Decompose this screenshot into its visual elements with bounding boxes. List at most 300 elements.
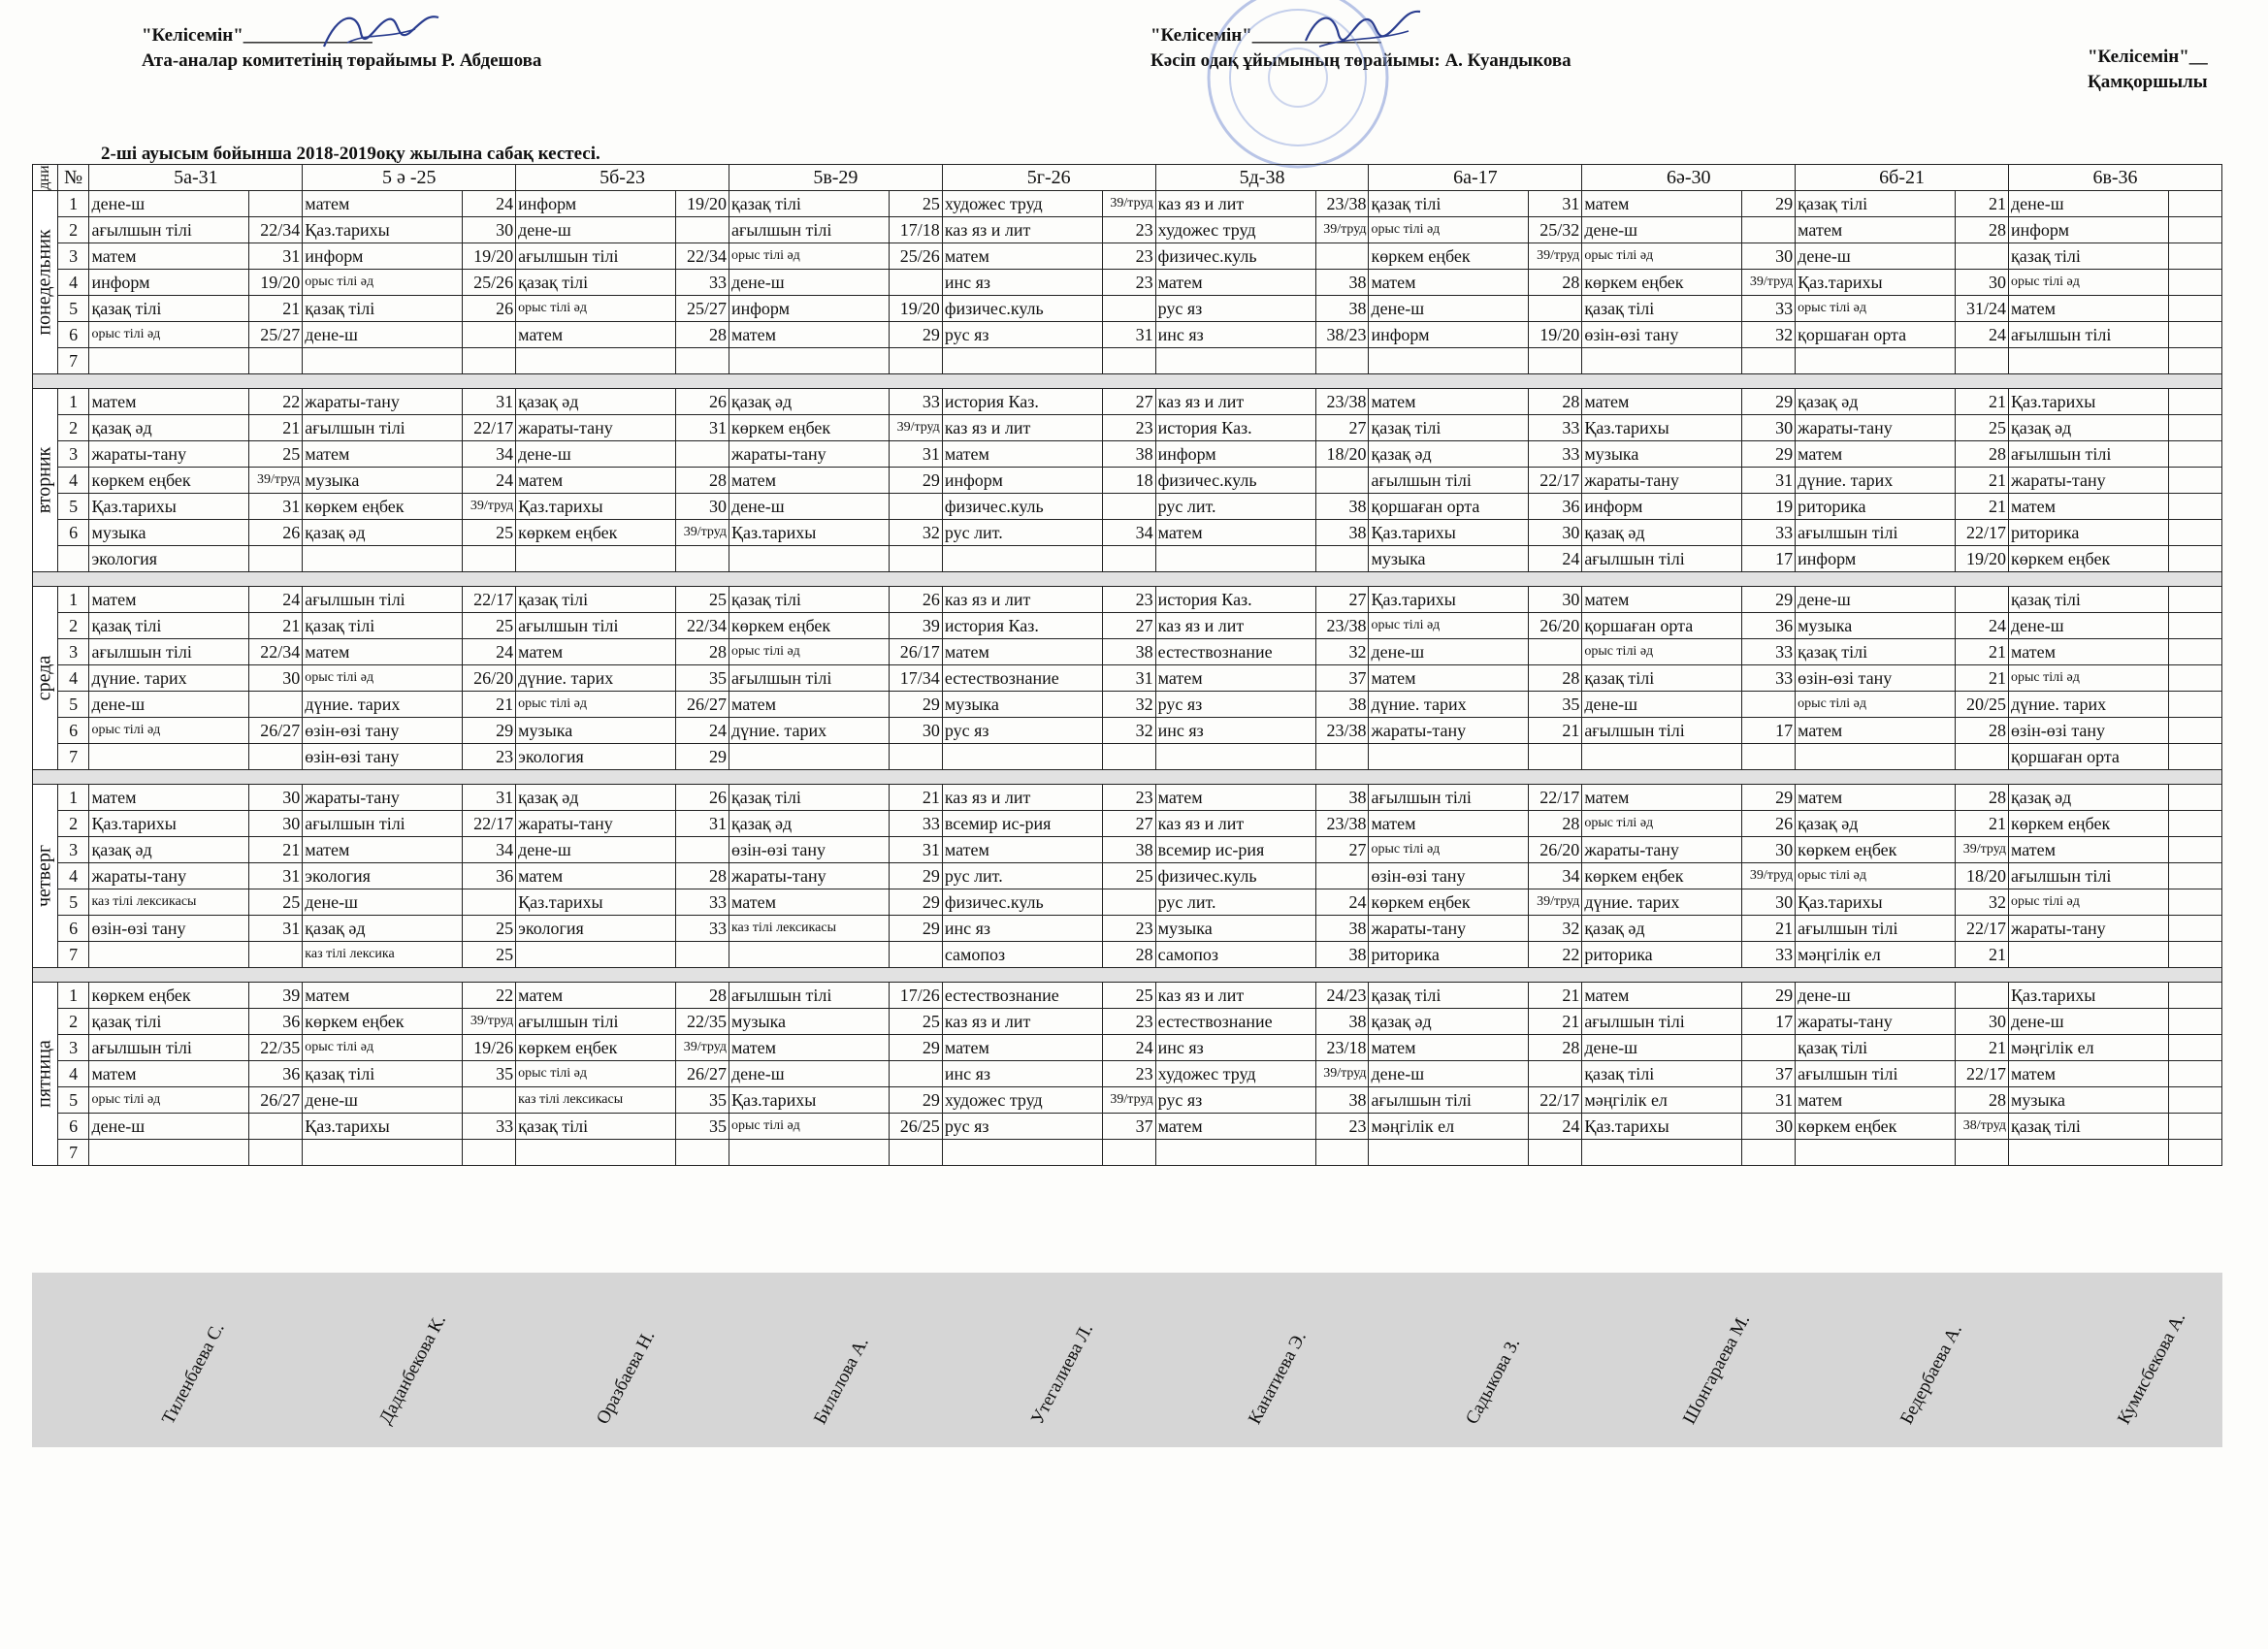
subject-cell: история Каз. (942, 389, 1102, 415)
subject-cell: Қаз.тарихы (89, 494, 249, 520)
room-cell (2168, 811, 2221, 837)
subject-cell: ағылшын тілі (1582, 718, 1742, 744)
subject-cell: орыс тілі әд (89, 718, 249, 744)
lesson-number: 6 (57, 520, 89, 546)
subject-cell: риторика (1796, 494, 1956, 520)
subject-cell: естествознание (1155, 639, 1315, 665)
subject-cell: Қаз.тарихы (729, 1087, 889, 1114)
subject-cell: өзін-өзі тану (1796, 665, 1956, 692)
room-cell: 33 (1742, 296, 1796, 322)
subject-cell: орыс тілі әд (729, 1114, 889, 1140)
subject-cell: музыка (89, 520, 249, 546)
room-cell (2168, 665, 2221, 692)
room-cell: 24/23 (1315, 983, 1369, 1009)
room-cell (1315, 863, 1369, 889)
subject-cell: көркем еңбек (1582, 270, 1742, 296)
room-cell: 30 (676, 494, 729, 520)
room-cell: 25 (889, 191, 942, 217)
room-cell (1102, 889, 1155, 916)
header-number: № (57, 165, 89, 191)
subject-cell: қазақ тілі (1582, 1061, 1742, 1087)
room-cell: 29 (1742, 983, 1796, 1009)
subject-cell: қазақ әд (1369, 441, 1529, 468)
room-cell (1956, 587, 2009, 613)
room-cell: 26 (889, 587, 942, 613)
room-cell: 21 (249, 296, 303, 322)
room-cell (463, 546, 516, 572)
lesson-number: 7 (57, 942, 89, 968)
subject-cell (303, 348, 463, 374)
subject-cell: матем (516, 468, 676, 494)
subject-cell: жараты-тану (1582, 468, 1742, 494)
room-cell (889, 942, 942, 968)
room-cell: 33 (889, 811, 942, 837)
subject-cell: информ (89, 270, 249, 296)
room-cell: 33 (1529, 441, 1582, 468)
header-middle: "Келісемін"______________ Кәсіп одақ ұйымының төрайымы: А. Куандыкова (1150, 23, 1571, 74)
subject-cell: ағылшын тілі (1369, 1087, 1529, 1114)
room-cell: 34 (1529, 863, 1582, 889)
subject-cell: көркем еңбек (1369, 889, 1529, 916)
subject-cell: каз яз и лит (942, 587, 1102, 613)
room-cell (1102, 348, 1155, 374)
separator-cell (33, 374, 2222, 389)
subject-cell: Қаз.тарихы (1582, 415, 1742, 441)
subject-cell (942, 546, 1102, 572)
subject-cell: матем (729, 468, 889, 494)
subject-cell: каз яз и лит (1155, 613, 1315, 639)
subject-cell: Қаз.тарихы (1369, 587, 1529, 613)
class-header: 5а-31 (89, 165, 303, 191)
subject-cell: дене-ш (1796, 983, 1956, 1009)
separator-cell (33, 572, 2222, 587)
room-cell (463, 1140, 516, 1166)
subject-cell: қазақ әд (89, 415, 249, 441)
room-cell: 25/27 (249, 322, 303, 348)
room-cell: 36 (249, 1009, 303, 1035)
subject-cell: художес труд (1155, 1061, 1315, 1087)
room-cell: 39/труд (1529, 243, 1582, 270)
subject-cell: каз яз и лит (942, 217, 1102, 243)
subject-cell: қазақ тілі (516, 587, 676, 613)
subject-cell: каз тілі лексикасы (516, 1087, 676, 1114)
subject-cell: каз тілі лексикасы (89, 889, 249, 916)
subject-cell: қоршаған орта (1369, 494, 1529, 520)
room-cell: 32 (1102, 692, 1155, 718)
subject-cell (516, 1140, 676, 1166)
room-cell: 23/38 (1315, 718, 1369, 744)
subject-cell: матем (1369, 811, 1529, 837)
subject-cell (1155, 744, 1315, 770)
subject-cell: информ (729, 296, 889, 322)
room-cell (1529, 1140, 1582, 1166)
subject-cell: ағылшын тілі (303, 587, 463, 613)
subject-cell: экология (516, 744, 676, 770)
room-cell: 28 (1529, 665, 1582, 692)
room-cell (2168, 613, 2221, 639)
room-cell: 26 (249, 520, 303, 546)
room-cell: 17 (1742, 718, 1796, 744)
subject-cell: орыс тілі әд (516, 1061, 676, 1087)
subject-cell: каз яз и лит (1155, 983, 1315, 1009)
room-cell: 33 (1742, 942, 1796, 968)
room-cell (889, 1061, 942, 1087)
subject-cell: физичес.куль (1155, 863, 1315, 889)
table-row (33, 296, 2222, 322)
room-cell: 23 (1102, 217, 1155, 243)
room-cell: 26/20 (463, 665, 516, 692)
class-header: 5г-26 (942, 165, 1155, 191)
header-left-agree: "Келісемін" (142, 25, 243, 46)
subject-cell: музыка (1369, 546, 1529, 572)
room-cell: 19/20 (889, 296, 942, 322)
room-cell: 35 (463, 1061, 516, 1087)
room-cell (463, 348, 516, 374)
subject-cell (942, 1140, 1102, 1166)
room-cell: 26 (1742, 811, 1796, 837)
room-cell: 31 (676, 415, 729, 441)
room-cell (1529, 1061, 1582, 1087)
subject-cell: матем (303, 191, 463, 217)
subject-cell: Қаз.тарихы (729, 520, 889, 546)
lesson-number: 1 (57, 587, 89, 613)
room-cell (2168, 441, 2221, 468)
subject-cell: самопоз (942, 942, 1102, 968)
subject-cell: жараты-тану (1369, 916, 1529, 942)
subject-cell: көркем еңбек (303, 494, 463, 520)
subject-cell: каз яз и лит (1155, 811, 1315, 837)
subject-cell: матем (1582, 983, 1742, 1009)
subject-cell: орыс тілі әд (1796, 296, 1956, 322)
room-cell: 19/20 (249, 270, 303, 296)
subject-cell: дүние. тарих (1796, 468, 1956, 494)
teacher-name: Бедербаева А. (1896, 1320, 1966, 1428)
subject-cell: художес труд (1155, 217, 1315, 243)
room-cell: 33 (676, 889, 729, 916)
subject-cell: экология (516, 916, 676, 942)
table-row (33, 389, 2222, 415)
subject-cell: матем (303, 837, 463, 863)
subject-cell: қазақ тілі (1796, 191, 1956, 217)
subject-cell: музыка (1582, 441, 1742, 468)
subject-cell: қазақ тілі (89, 296, 249, 322)
room-cell: 32 (1529, 916, 1582, 942)
subject-cell: матем (729, 1035, 889, 1061)
subject-cell (516, 546, 676, 572)
class-header: 6а-17 (1369, 165, 1582, 191)
subject-cell: дүние. тарих (2008, 692, 2168, 718)
room-cell: 31 (1529, 191, 1582, 217)
lesson-number: 6 (57, 1114, 89, 1140)
header-dni (33, 165, 58, 191)
room-cell: 30 (249, 785, 303, 811)
subject-cell: матем (89, 389, 249, 415)
subject-cell (1369, 348, 1529, 374)
lesson-number: 5 (57, 1087, 89, 1114)
room-cell: 17/26 (889, 983, 942, 1009)
room-cell: 25/32 (1529, 217, 1582, 243)
subject-cell: қазақ тілі (303, 613, 463, 639)
subject-cell: матем (1369, 665, 1529, 692)
subject-cell: көркем еңбек (1369, 243, 1529, 270)
room-cell (2168, 191, 2221, 217)
room-cell (889, 494, 942, 520)
subject-cell: матем (2008, 639, 2168, 665)
subject-cell: өзін-өзі тану (303, 718, 463, 744)
room-cell (2168, 1087, 2221, 1114)
subject-cell: матем (516, 322, 676, 348)
room-cell (463, 889, 516, 916)
subject-cell: жараты-тану (2008, 916, 2168, 942)
subject-cell: қазақ тілі (516, 1114, 676, 1140)
subject-cell: музыка (1155, 916, 1315, 942)
subject-cell: дүние. тарих (729, 718, 889, 744)
room-cell: 25 (463, 520, 516, 546)
room-cell: 29 (1742, 389, 1796, 415)
subject-cell: инс яз (1155, 718, 1315, 744)
subject-cell: дене-ш (729, 494, 889, 520)
room-cell: 31 (463, 389, 516, 415)
room-cell (1742, 348, 1796, 374)
header-middle-line: Кәсіп одақ ұйымының төрайымы: А. Куандыкова (1150, 50, 1571, 71)
subject-cell: матем (89, 1061, 249, 1087)
room-cell: 39/труд (463, 1009, 516, 1035)
room-cell (249, 191, 303, 217)
lesson-number: 6 (57, 916, 89, 942)
subject-cell: өзін-өзі тану (1582, 322, 1742, 348)
room-cell (1529, 744, 1582, 770)
room-cell (2168, 942, 2221, 968)
room-cell: 35 (676, 665, 729, 692)
class-header: 6б-21 (1796, 165, 2009, 191)
subject-cell (1369, 1140, 1529, 1166)
subject-cell: Қаз.тарихы (1582, 1114, 1742, 1140)
subject-cell: орыс тілі әд (1369, 217, 1529, 243)
lesson-number: 4 (57, 665, 89, 692)
lesson-number: 7 (57, 1140, 89, 1166)
room-cell: 21 (1956, 811, 2009, 837)
room-cell: 28 (1956, 1087, 2009, 1114)
room-cell: 23 (1102, 1009, 1155, 1035)
room-cell (1956, 744, 2009, 770)
room-cell: 39/труд (249, 468, 303, 494)
subject-cell: Қаз.тарихы (1796, 889, 1956, 916)
room-cell (889, 348, 942, 374)
header-left: "Келісемін"______________ Ата-аналар комитетінің төрайымы Р. Абдешова (142, 23, 541, 74)
room-cell: 28 (676, 983, 729, 1009)
room-cell: 39/труд (1315, 1061, 1369, 1087)
signature-middle (1300, 2, 1426, 56)
room-cell: 22/35 (676, 1009, 729, 1035)
room-cell: 32 (1102, 718, 1155, 744)
table-row (33, 942, 2222, 968)
subject-cell: жараты-тану (729, 863, 889, 889)
subject-cell: қазақ әд (2008, 415, 2168, 441)
room-cell: 32 (1956, 889, 2009, 916)
room-cell: 28 (1956, 441, 2009, 468)
subject-cell: музыка (729, 1009, 889, 1035)
subject-cell: история Каз. (1155, 415, 1315, 441)
subject-cell: қазақ тілі (1369, 191, 1529, 217)
class-header: 6ә-30 (1582, 165, 1796, 191)
room-cell: 39/труд (1102, 1087, 1155, 1114)
subject-cell: дүние. тарих (1582, 889, 1742, 916)
subject-cell: өзін-өзі тану (303, 744, 463, 770)
table-row (33, 916, 2222, 942)
table-row (33, 468, 2222, 494)
room-cell: 31 (249, 494, 303, 520)
room-cell (1102, 296, 1155, 322)
subject-cell: орыс тілі әд (303, 1035, 463, 1061)
lesson-number: 5 (57, 494, 89, 520)
room-cell: 22/35 (249, 1035, 303, 1061)
room-cell: 39/труд (889, 415, 942, 441)
subject-cell: дене-ш (516, 441, 676, 468)
room-cell (1956, 348, 2009, 374)
class-header: 6в-36 (2008, 165, 2221, 191)
room-cell (2168, 546, 2221, 572)
subject-cell: матем (1369, 389, 1529, 415)
table-row (33, 191, 2222, 217)
subject-cell: ағылшын тілі (729, 217, 889, 243)
room-cell (2168, 1140, 2221, 1166)
subject-cell: орыс тілі әд (729, 639, 889, 665)
room-cell (1315, 243, 1369, 270)
subject-cell: дене-ш (89, 692, 249, 718)
room-cell: 21 (1529, 718, 1582, 744)
room-cell: 30 (1742, 837, 1796, 863)
room-cell: 31 (676, 811, 729, 837)
subject-cell: дене-ш (1796, 587, 1956, 613)
subject-cell: көркем еңбек (729, 415, 889, 441)
room-cell: 23 (463, 744, 516, 770)
room-cell: 25 (676, 587, 729, 613)
room-cell: 18 (1102, 468, 1155, 494)
subject-cell: қазақ әд (2008, 785, 2168, 811)
table-row (33, 811, 2222, 837)
room-cell: 22/17 (463, 587, 516, 613)
subject-cell: орыс тілі әд (2008, 665, 2168, 692)
room-cell (463, 322, 516, 348)
subject-cell: орыс тілі әд (89, 322, 249, 348)
room-cell (249, 348, 303, 374)
subject-cell: орыс тілі әд (729, 243, 889, 270)
subject-cell: дене-ш (2008, 1009, 2168, 1035)
subject-cell: матем (303, 639, 463, 665)
subject-cell: матем (303, 441, 463, 468)
subject-cell: дене-ш (516, 837, 676, 863)
room-cell: 22/17 (1529, 1087, 1582, 1114)
table-row (33, 889, 2222, 916)
subject-cell: дүние. тарих (516, 665, 676, 692)
table-header-row (33, 165, 2222, 191)
subject-cell: ағылшын тілі (303, 811, 463, 837)
subject-cell: қазақ әд (89, 837, 249, 863)
lesson-number: 3 (57, 837, 89, 863)
subject-cell (1582, 1140, 1742, 1166)
subject-cell: орыс тілі әд (1582, 811, 1742, 837)
day-label: пятница (33, 1040, 55, 1108)
day-label-cell (33, 587, 58, 770)
room-cell: 29 (889, 322, 942, 348)
subject-cell: матем (1155, 665, 1315, 692)
header-dni-label: дни (36, 165, 53, 190)
schedule-title: 2-ші ауысым бойынша 2018-2019оқу жылына сабақ кестесі. (101, 144, 600, 164)
subject-cell: информ (303, 243, 463, 270)
subject-cell (729, 942, 889, 968)
room-cell: 24 (249, 587, 303, 613)
subject-cell: матем (1582, 191, 1742, 217)
room-cell (1956, 1140, 2009, 1166)
day-separator (33, 572, 2222, 587)
table-row (33, 837, 2222, 863)
subject-cell: дене-ш (89, 1114, 249, 1140)
room-cell (1742, 1035, 1796, 1061)
room-cell: 39/труд (463, 494, 516, 520)
lesson-number: 2 (57, 1009, 89, 1035)
lesson-number: 1 (57, 389, 89, 415)
room-cell: 28 (676, 468, 729, 494)
room-cell: 23 (1102, 243, 1155, 270)
lesson-number: 4 (57, 270, 89, 296)
subject-cell (1582, 348, 1742, 374)
subject-cell (89, 348, 249, 374)
room-cell: 37 (1742, 1061, 1796, 1087)
subject-cell: каз яз и лит (942, 785, 1102, 811)
subject-cell: жараты-тану (1582, 837, 1742, 863)
room-cell: 26/27 (676, 1061, 729, 1087)
room-cell: 33 (1742, 520, 1796, 546)
subject-cell: музыка (516, 718, 676, 744)
room-cell (889, 744, 942, 770)
subject-cell: мәңгілік ел (2008, 1035, 2168, 1061)
subject-cell: рус лит. (1155, 889, 1315, 916)
room-cell: 23 (1102, 785, 1155, 811)
subject-cell: информ (2008, 217, 2168, 243)
room-cell: 30 (1956, 1009, 2009, 1035)
room-cell: 24 (1956, 613, 2009, 639)
subject-cell: матем (1155, 1114, 1315, 1140)
lesson-number: 4 (57, 1061, 89, 1087)
table-row (33, 1061, 2222, 1087)
room-cell: 21 (1956, 468, 2009, 494)
subject-cell: орыс тілі әд (2008, 889, 2168, 916)
day-label-cell (33, 191, 58, 374)
room-cell (2168, 217, 2221, 243)
room-cell: 24 (463, 191, 516, 217)
subject-cell: өзін-өзі тану (1369, 863, 1529, 889)
day-label: понедельник (33, 229, 55, 336)
room-cell (2168, 983, 2221, 1009)
subject-cell: қазақ тілі (1796, 1035, 1956, 1061)
subject-cell (1796, 348, 1956, 374)
room-cell (2168, 916, 2221, 942)
subject-cell (1582, 744, 1742, 770)
class-header: 5 ә -25 (303, 165, 516, 191)
room-cell: 30 (1742, 889, 1796, 916)
room-cell: 22/17 (463, 811, 516, 837)
lesson-number: 5 (57, 692, 89, 718)
subject-cell: қазақ әд (729, 811, 889, 837)
room-cell: 26/27 (249, 718, 303, 744)
subject-cell: дене-ш (1582, 692, 1742, 718)
subject-cell: жараты-тану (516, 415, 676, 441)
room-cell (2168, 494, 2221, 520)
schedule-table (32, 164, 2222, 1166)
subject-cell: экология (303, 863, 463, 889)
room-cell (889, 546, 942, 572)
room-cell: 27 (1102, 811, 1155, 837)
